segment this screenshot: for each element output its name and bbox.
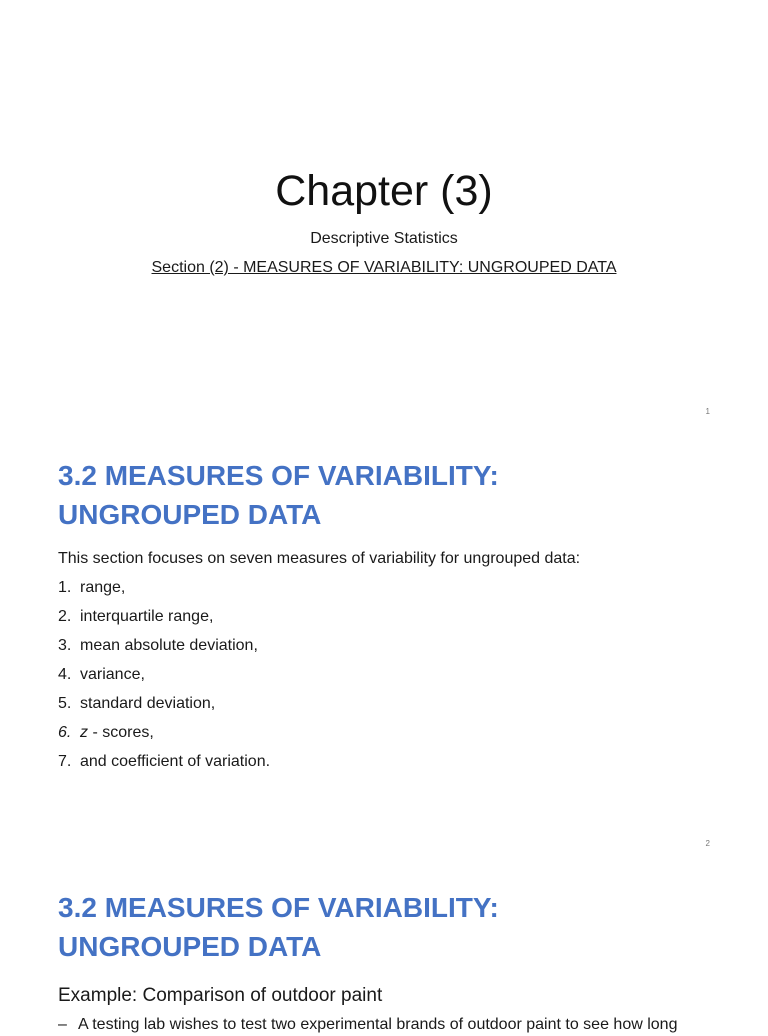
list-item-text: standard deviation,	[80, 695, 216, 712]
list-item-text: - scores,	[88, 724, 154, 741]
list-item-number: 3.	[58, 637, 72, 654]
chapter-title: Chapter (3)	[275, 167, 493, 215]
slide-heading-line-1: 3.2 MEASURES OF VARIABILITY:	[58, 460, 499, 491]
list-item-number: 1.	[58, 579, 72, 596]
slide-1	[0, 0, 768, 432]
intro-text: This section focuses on seven measures of variability for ungrouped data:	[58, 550, 581, 567]
list-item-text: mean absolute deviation,	[80, 637, 258, 654]
list-item-text: range,	[80, 579, 126, 596]
list-item	[58, 664, 270, 693]
slide-heading	[58, 888, 718, 966]
list-item	[58, 635, 270, 664]
list-item	[58, 722, 270, 751]
section-link[interactable]: Section (2) - MEASURES OF VARIABILITY: UNGROUPED DATA	[151, 259, 617, 276]
list-item-number: 5.	[58, 695, 72, 712]
list-item-text: variance,	[80, 666, 145, 683]
page-number: 2	[705, 839, 710, 848]
list-item	[58, 606, 270, 635]
list-item-number: 7.	[58, 753, 72, 770]
page-number: 1	[705, 407, 710, 416]
slide-3	[0, 864, 768, 1033]
list-item-number: 4.	[58, 666, 72, 683]
list-item	[58, 577, 270, 606]
body-text: A testing lab wishes to test two experimental brands of outdoor paint to see how long	[78, 1016, 678, 1033]
list-item-variable: z	[80, 724, 88, 741]
measures-list	[58, 577, 270, 780]
example-title: Example: Comparison of outdoor paint	[58, 985, 383, 1006]
slide-2	[0, 432, 768, 864]
list-item-number: 2.	[58, 608, 72, 625]
list-item-number: 6.	[58, 724, 72, 741]
chapter-subtitle: Descriptive Statistics	[310, 230, 458, 247]
list-item-text: and coefficient of variation.	[80, 753, 271, 770]
list-item	[58, 751, 270, 780]
slide-heading-line-2: UNGROUPED DATA	[58, 931, 322, 962]
bullet-marker: –	[58, 1016, 67, 1033]
list-item	[58, 693, 270, 722]
list-item-text: interquartile range,	[80, 608, 214, 625]
slide-heading-line-2: UNGROUPED DATA	[58, 499, 322, 530]
slide-heading	[58, 456, 718, 534]
slide-heading-line-1: 3.2 MEASURES OF VARIABILITY:	[58, 892, 499, 923]
